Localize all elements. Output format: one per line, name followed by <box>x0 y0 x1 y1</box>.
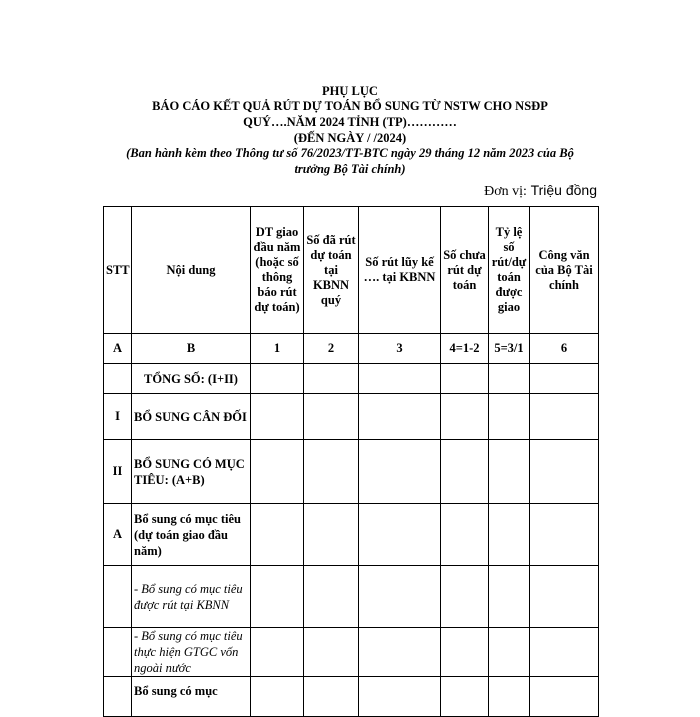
table-row-foreign-capital <box>104 628 599 677</box>
value-cell <box>530 566 599 628</box>
col-header-not-withdrawn: Số chưa rút dự toán <box>441 207 489 334</box>
appendix-title: PHỤ LỤC <box>322 84 378 98</box>
value-cell <box>530 628 599 677</box>
value-cell <box>441 364 489 394</box>
value-cell <box>251 628 304 677</box>
code-cell: 6 <box>530 334 599 364</box>
col-header-stt: STT <box>104 207 132 334</box>
content-cell: BỔ SUNG CÂN ĐỐI <box>132 394 251 440</box>
code-cell: 3 <box>359 334 441 364</box>
value-cell <box>304 504 359 566</box>
col-header-initial-estimate: DT giao đầu năm (hoặc số thông báo rút dự toán) <box>251 207 304 334</box>
stt-cell: II <box>104 440 132 504</box>
col-header-ratio: Tỷ lệ số rút/dự toán được giao <box>489 207 530 334</box>
content-cell: Bổ sung có mục tiêu (dự toán giao đầu năm) <box>132 504 251 566</box>
table-row-targeted <box>104 440 599 504</box>
unit-value: Triệu đồng <box>526 182 597 198</box>
value-cell <box>441 440 489 504</box>
content-cell: - Bổ sung có mục tiêu được rút tại KBNN <box>132 566 251 628</box>
table-header-row <box>104 207 599 334</box>
table-row-total <box>104 364 599 394</box>
code-cell: 2 <box>304 334 359 364</box>
value-cell <box>359 628 441 677</box>
value-cell <box>489 566 530 628</box>
value-cell <box>304 394 359 440</box>
value-cell <box>489 394 530 440</box>
value-cell <box>304 677 359 717</box>
col-header-official-letter: Công văn của Bộ Tài chính <box>530 207 599 334</box>
unit-label-prefix: Đơn vị: <box>484 184 527 199</box>
stt-cell <box>104 566 132 628</box>
value-cell <box>441 394 489 440</box>
value-cell <box>304 440 359 504</box>
code-cell: A <box>104 334 132 364</box>
value-cell <box>441 566 489 628</box>
value-cell <box>359 364 441 394</box>
value-cell <box>530 364 599 394</box>
report-title: BÁO CÁO KẾT QUẢ RÚT DỰ TOÁN BỔ SUNG TỪ NSTW CHO NSĐP <box>152 99 548 113</box>
stt-cell <box>104 677 132 717</box>
value-cell <box>489 504 530 566</box>
table-row-partial <box>104 677 599 717</box>
content-cell: BỔ SUNG CÓ MỤC TIÊU: (A+B) <box>132 440 251 504</box>
table-row-targeted-initial <box>104 504 599 566</box>
value-cell <box>359 394 441 440</box>
value-cell <box>530 504 599 566</box>
value-cell <box>441 628 489 677</box>
value-cell <box>359 677 441 717</box>
report-period: QUÝ….NĂM 2024 TỈNH (TP)………… <box>243 115 457 129</box>
value-cell <box>304 566 359 628</box>
value-cell <box>359 566 441 628</box>
code-cell: 4=1-2 <box>441 334 489 364</box>
column-code-row <box>104 334 599 364</box>
value-cell <box>530 394 599 440</box>
value-cell <box>489 364 530 394</box>
value-cell <box>530 677 599 717</box>
value-cell <box>441 504 489 566</box>
stt-cell: A <box>104 504 132 566</box>
issuance-note-line1: (Ban hành kèm theo Thông tư số 76/2023/TT-BTC ngày 29 tháng 12 năm 2023 của Bộ <box>126 146 574 160</box>
value-cell <box>251 440 304 504</box>
value-cell <box>530 440 599 504</box>
value-cell <box>304 628 359 677</box>
code-cell: 1 <box>251 334 304 364</box>
value-cell <box>489 440 530 504</box>
value-cell <box>359 440 441 504</box>
value-cell <box>489 628 530 677</box>
value-cell <box>489 677 530 717</box>
table-row-balance <box>104 394 599 440</box>
report-table <box>103 206 599 717</box>
code-cell: 5=3/1 <box>489 334 530 364</box>
col-header-withdrawn-cumulative: Số rút lũy kế …. tại KBNN <box>359 207 441 334</box>
value-cell <box>441 677 489 717</box>
value-cell <box>359 504 441 566</box>
content-cell: - Bổ sung có mục tiêu thực hiện GTGC vốn ngoài nước <box>132 628 251 677</box>
issuance-note-line2: trưởng Bộ Tài chính) <box>294 162 406 176</box>
code-cell: B <box>132 334 251 364</box>
stt-cell: I <box>104 394 132 440</box>
value-cell <box>251 394 304 440</box>
value-cell <box>251 364 304 394</box>
value-cell <box>251 677 304 717</box>
content-cell: Bổ sung có mục <box>132 677 251 717</box>
report-date: (ĐẾN NGÀY / /2024) <box>293 131 407 145</box>
value-cell <box>251 504 304 566</box>
table-row-withdrawn-kbnn <box>104 566 599 628</box>
stt-cell <box>104 364 132 394</box>
value-cell <box>251 566 304 628</box>
unit-label <box>484 182 597 200</box>
stt-cell <box>104 628 132 677</box>
col-header-content: Nội dung <box>132 207 251 334</box>
content-cell: TỔNG SỐ: (I+II) <box>132 364 251 394</box>
value-cell <box>304 364 359 394</box>
col-header-withdrawn-quarter: Số đã rút dự toán tại KBNN quý <box>304 207 359 334</box>
